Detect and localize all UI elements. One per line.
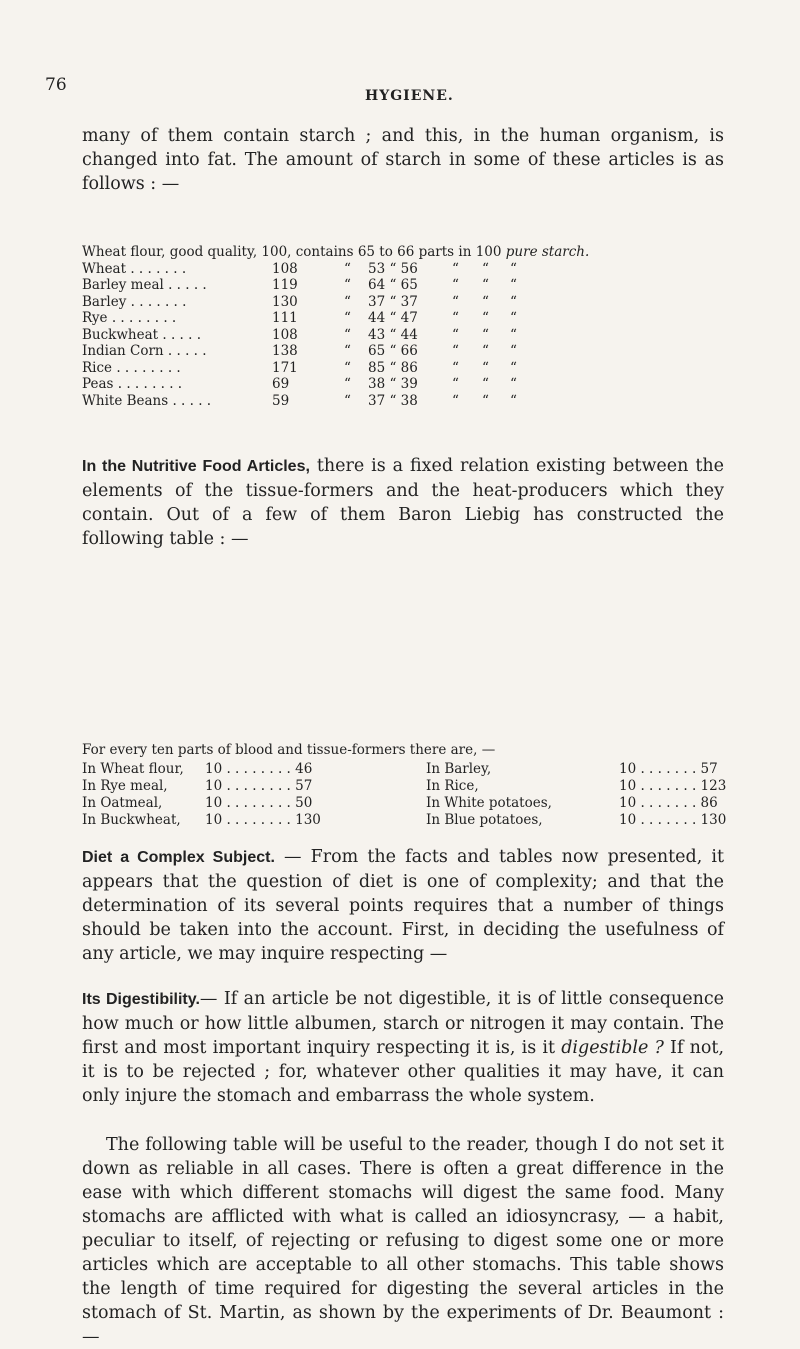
ratio-table-row (82, 795, 742, 812)
ditto-mark: “ (452, 359, 459, 376)
starch-row-range: 44 “ 47 (368, 310, 418, 326)
starch-row-name: Barley . . . . . . . (82, 293, 187, 310)
ditto-mark: “ (452, 260, 459, 277)
ratio-left-name: In Oatmeal, (82, 795, 163, 811)
ratio-right-name: In Barley, (426, 761, 492, 777)
ditto-mark: “ (344, 293, 351, 310)
ditto-mark: “ (344, 260, 351, 277)
starch-row-value: 119 (272, 277, 298, 293)
starch-row-range: 53 “ 56 (368, 260, 418, 277)
digestibility-text-before: — If an article be not digestible, it is of little consequence how much or how little albumen, starch or nitrogen it may contain. The first and most important inquiry respecting it is, is it (82, 989, 725, 1058)
ditto-mark: “ (452, 343, 459, 359)
starch-row-range: 38 “ 39 (368, 376, 418, 392)
starch-row-name: Barley meal . . . . . (82, 277, 207, 293)
starch-table-row (82, 343, 742, 360)
starch-table-row (82, 310, 742, 327)
ditto-mark: “ (344, 376, 351, 392)
starch-header-emphasis: pure starch. (505, 244, 590, 260)
ratio-left-name: In Rye meal, (82, 778, 168, 794)
ditto-mark: “ (482, 293, 489, 310)
ditto-mark: “ (510, 277, 517, 293)
ditto-mark: “ (510, 359, 517, 376)
ditto-mark: “ (452, 392, 459, 409)
starch-table-row (82, 376, 742, 393)
ditto-mark: “ (510, 376, 517, 392)
ratio-left-name: In Buckwheat, (82, 812, 181, 828)
ditto-mark: “ (482, 359, 489, 376)
ditto-mark: “ (452, 310, 459, 326)
ratio-left-name: In Wheat flour, (82, 761, 184, 777)
ditto-mark: “ (452, 277, 459, 293)
intro-paragraph: many of them contain starch ; and this, in the human organism, is changed into fat. The amount of starch in some of these articles is as follows : — (82, 126, 724, 194)
starch-table-row (82, 360, 742, 377)
ratio-table-caption: For every ten parts of blood and tissue-formers there are, — (82, 742, 496, 758)
starch-row-range: 65 “ 66 (368, 343, 418, 359)
starch-table-row (82, 327, 742, 344)
ratio-left-value: 10 . . . . . . . . 57 (205, 778, 313, 794)
diet-heading: Diet a Complex Subject. (82, 849, 275, 866)
starch-table-header (82, 244, 742, 261)
starch-table-row (82, 277, 742, 294)
starch-table (82, 244, 742, 409)
ditto-mark: “ (344, 392, 351, 409)
starch-row-value: 59 (272, 392, 290, 409)
ditto-mark: “ (344, 359, 351, 376)
starch-row-name: Wheat . . . . . . . (82, 260, 187, 277)
ratio-right-value: 10 . . . . . . . 57 (619, 761, 718, 777)
ratio-right-name: In White potatoes, (426, 795, 552, 811)
ditto-mark: “ (482, 260, 489, 277)
starch-table-row (82, 294, 742, 311)
ditto-mark: “ (482, 277, 489, 293)
starch-header-text: Wheat flour, good quality, 100, contains 65 to 66 parts in 100 (82, 244, 502, 260)
starch-row-range: 37 “ 38 (368, 392, 418, 409)
starch-row-range: 64 “ 65 (368, 277, 418, 293)
ditto-mark: “ (452, 293, 459, 310)
nutritive-heading: In the Nutritive Food Articles, (82, 458, 310, 475)
diet-text: — From the facts and tables now presented, it appears that the question of diet is one of complexity; and that the determination of its several points requires that a number of things should be taken into the account. First, in deciding the usefulness of any article, we may inquire respecting — (82, 847, 725, 964)
nutritive-paragraph (82, 454, 724, 551)
diet-paragraph (82, 845, 724, 966)
starch-row-range: 43 “ 44 (368, 326, 418, 343)
ditto-mark: “ (482, 326, 489, 343)
digestibility-heading: Its Digestibility. (82, 991, 200, 1008)
ratio-table-row (82, 778, 742, 795)
digestibility-paragraph (82, 987, 724, 1108)
starch-row-range: 37 “ 37 (368, 293, 418, 310)
starch-row-name: Rye . . . . . . . . (82, 310, 177, 326)
ditto-mark: “ (452, 326, 459, 343)
starch-row-name: Indian Corn . . . . . (82, 343, 207, 359)
starch-row-name: Peas . . . . . . . . (82, 376, 183, 392)
ratio-right-value: 10 . . . . . . . 86 (619, 795, 718, 811)
ditto-mark: “ (482, 310, 489, 326)
starch-row-range: 85 “ 86 (368, 359, 418, 376)
starch-row-value: 111 (272, 310, 298, 326)
ditto-mark: “ (510, 260, 517, 277)
ditto-mark: “ (344, 310, 351, 326)
beaumont-paragraph: The following table will be useful to the reader, though I do not set it down as reliable in all cases. There is often a great difference in the ease with which different stomachs will digest the same food. Many stomachs are afflicted with what is called an idiosyncrasy, — a habit, peculiar to itself, of rejecting or refusing to digest some one or more articles which are acceptable to all other stomachs. This table shows the length of time required for digesting the several articles in the stomach of St. Martin, as shown by the experiments of Dr. Beaumont : — (82, 1135, 724, 1347)
ditto-mark: “ (344, 277, 351, 293)
ratio-right-value: 10 . . . . . . . 130 (619, 812, 727, 828)
ratio-table-row (82, 812, 742, 829)
ditto-mark: “ (482, 376, 489, 392)
starch-table-row (82, 261, 742, 278)
digestibility-emphasis: digestible ? (561, 1038, 664, 1058)
page-number: 76 (45, 75, 67, 95)
ratio-left-value: 10 . . . . . . . . 130 (205, 812, 321, 828)
starch-row-value: 108 (272, 326, 298, 343)
starch-row-value: 171 (272, 359, 298, 376)
ditto-mark: “ (344, 343, 351, 359)
ditto-mark: “ (510, 392, 517, 409)
ditto-mark: “ (482, 392, 489, 409)
ratio-left-value: 10 . . . . . . . . 46 (205, 761, 313, 777)
running-head: HYGIENE. (365, 88, 454, 104)
ditto-mark: “ (510, 343, 517, 359)
ratio-table-row (82, 761, 742, 778)
starch-row-value: 130 (272, 293, 298, 310)
ditto-mark: “ (510, 293, 517, 310)
ratio-table (82, 761, 742, 829)
nutritive-text: there is a fixed relation existing between the elements of the tissue-formers and the heat-producers which they contain. Out of a few of them Baron Liebig has constructed the following table : — (82, 456, 724, 549)
ditto-mark: “ (482, 343, 489, 359)
ratio-left-value: 10 . . . . . . . . 50 (205, 795, 313, 811)
starch-row-name: Buckwheat . . . . . (82, 326, 201, 343)
ditto-mark: “ (510, 326, 517, 343)
ratio-right-value: 10 . . . . . . . 123 (619, 778, 727, 794)
starch-table-row (82, 393, 742, 410)
starch-row-value: 138 (272, 343, 298, 359)
ditto-mark: “ (510, 310, 517, 326)
starch-row-name: White Beans . . . . . (82, 392, 212, 409)
starch-row-name: Rice . . . . . . . . (82, 359, 181, 376)
starch-row-value: 69 (272, 376, 290, 392)
ratio-right-name: In Blue potatoes, (426, 812, 543, 828)
starch-row-value: 108 (272, 260, 298, 277)
digestibility-text-after: If not, it is to be rejected ; for, whatever other qualities it may have, it can only injure the stomach and embarrass the whole system. (82, 1038, 725, 1106)
ditto-mark: “ (344, 326, 351, 343)
ratio-right-name: In Rice, (426, 778, 479, 794)
ditto-mark: “ (452, 376, 459, 392)
